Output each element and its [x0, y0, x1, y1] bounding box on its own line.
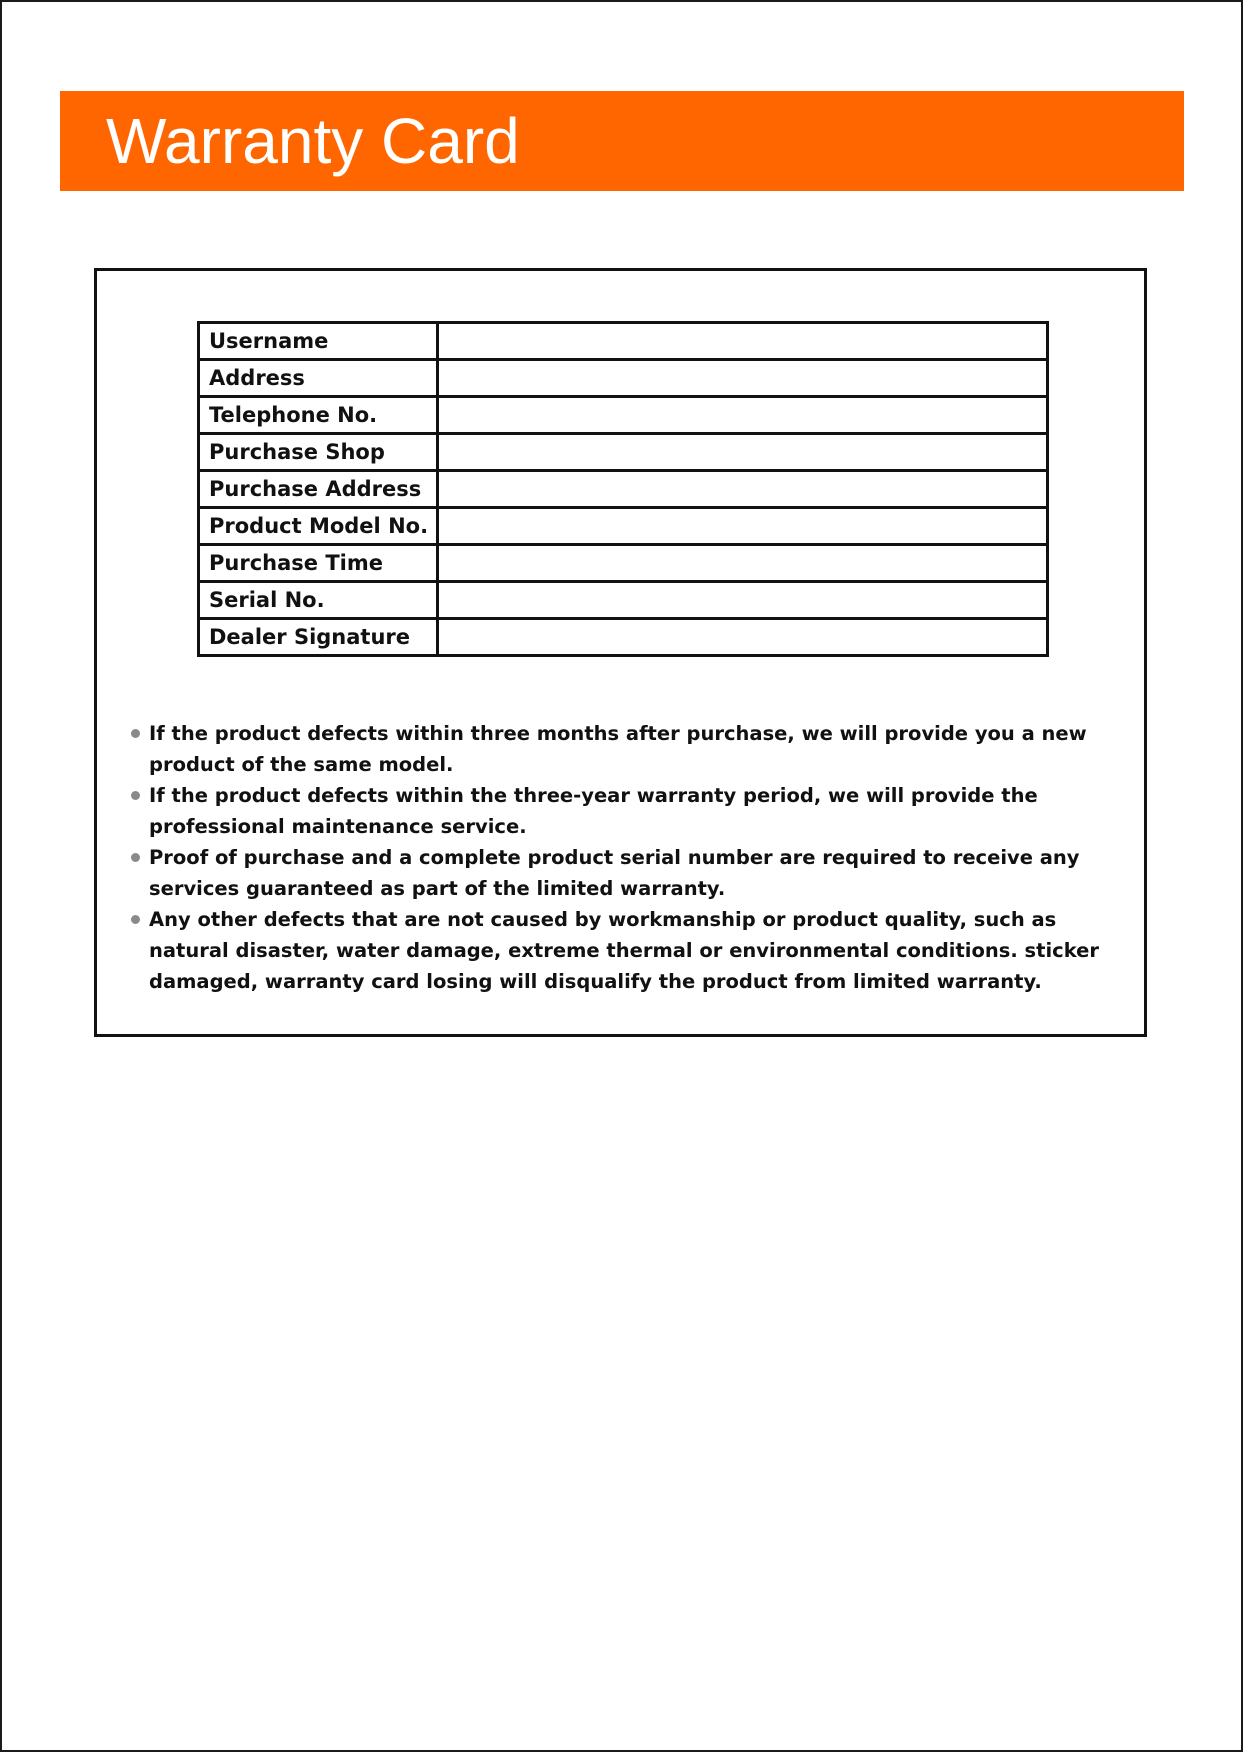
table-row	[199, 545, 1048, 582]
list-item	[131, 842, 1131, 904]
warranty-terms-list	[131, 718, 1131, 997]
customer-info-table	[197, 321, 1049, 657]
field-label-purchase-shop: Purchase Shop	[199, 434, 438, 471]
list-item	[131, 904, 1131, 997]
username-field[interactable]	[438, 323, 1048, 360]
title-banner	[60, 91, 1184, 191]
field-label-purchase-time: Purchase Time	[199, 545, 438, 582]
bullet-icon	[131, 729, 140, 738]
table-row	[199, 434, 1048, 471]
purchase-address-field[interactable]	[438, 471, 1048, 508]
field-label-address: Address	[199, 360, 438, 397]
field-label-product-model: Product Model No.	[199, 508, 438, 545]
table-row	[199, 619, 1048, 656]
table-row	[199, 471, 1048, 508]
table-row	[199, 360, 1048, 397]
page-title: Warranty Card	[106, 105, 520, 177]
bullet-icon	[131, 791, 140, 800]
table-row	[199, 582, 1048, 619]
field-label-purchase-address: Purchase Address	[199, 471, 438, 508]
product-model-field[interactable]	[438, 508, 1048, 545]
table-row	[199, 508, 1048, 545]
term-text: Proof of purchase and a complete product serial number are required to receive any services guaranteed as part of the limited warranty.	[149, 846, 1080, 900]
list-item	[131, 718, 1131, 780]
dealer-signature-field[interactable]	[438, 619, 1048, 656]
term-text: If the product defects within the three-year warranty period, we will provide the professional maintenance service.	[149, 784, 1038, 838]
bullet-icon	[131, 915, 140, 924]
bullet-icon	[131, 853, 140, 862]
telephone-field[interactable]	[438, 397, 1048, 434]
table-row	[199, 323, 1048, 360]
term-text: If the product defects within three months after purchase, we will provide you a new product of the same model.	[149, 722, 1087, 776]
term-text: Any other defects that are not caused by workmanship or product quality, such as natural disaster, water damage, extreme thermal or environmental conditions. sticker damaged, warranty card losing will disqualify the product from limited warranty.	[149, 908, 1100, 993]
purchase-shop-field[interactable]	[438, 434, 1048, 471]
field-label-dealer-signature: Dealer Signature	[199, 619, 438, 656]
address-field[interactable]	[438, 360, 1048, 397]
warranty-card-box	[94, 268, 1147, 1037]
list-item	[131, 780, 1131, 842]
purchase-time-field[interactable]	[438, 545, 1048, 582]
field-label-telephone: Telephone No.	[199, 397, 438, 434]
field-label-serial-no: Serial No.	[199, 582, 438, 619]
table-row	[199, 397, 1048, 434]
serial-no-field[interactable]	[438, 582, 1048, 619]
field-label-username: Username	[199, 323, 438, 360]
